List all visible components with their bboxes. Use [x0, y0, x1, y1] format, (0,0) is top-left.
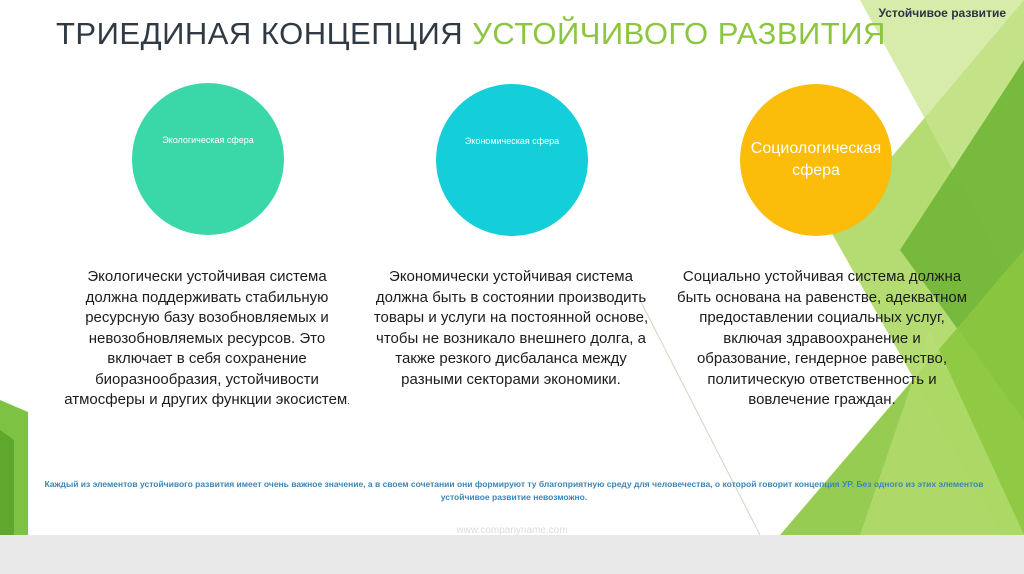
left-green-wedge-dark [0, 430, 14, 535]
footer-note: Каждый из элементов устойчивого развития имеет очень важное значение, а в своем сочетании они формируют ту благоприятную среду для человечества, о которой говорит концепция УР. Без одного из этих элементов устойчивое развитие невозможно. [44, 479, 984, 502]
title-main: ТРИЕДИНАЯ КОНЦЕПЦИЯ [56, 16, 473, 51]
circle-label-social: Социологическая сфера [750, 140, 882, 179]
social-description: Социально устойчивая система должна быть основана на равенстве, адекватном предоставлении социальных услуг, включая здравоохранение и образование, гендерное равенство, политическую ответственность и вовлечение граждан. [677, 268, 968, 408]
circle-label-ecological: Экологическая сфера [162, 135, 254, 145]
social-sphere-circle [740, 84, 892, 236]
watermark: www.companyname.com [456, 525, 568, 536]
circle-label-economic: Экономическая сфера [464, 136, 560, 146]
ecological-sphere-circle [132, 83, 284, 235]
ecological-text-tail: . [347, 396, 350, 406]
economic-sphere-circle [436, 84, 588, 236]
bottom-strip [0, 535, 1024, 574]
header-tag: Устойчивое развитие [878, 6, 1006, 20]
slide-title [56, 16, 886, 52]
ecological-text: Экологически устойчивая система должна поддерживать стабильную ресурсную базу возобновляемых и невозобновляемых ресурсов. Это включает в себя сохранение биоразнообразия, устойчивости атмосферы и других функции экосистем [64, 268, 348, 408]
ecological-description [62, 267, 352, 412]
title-accent: УСТОЙЧИВОГО РАЗВИТИЯ [472, 16, 886, 51]
economic-description: Экономически устойчивая система должна быть в состоянии производить товары и услуги на постоянной основе, чтобы не возникало внешнего долга, а также резкого дисбаланса между разными секторами экономики. [373, 268, 649, 388]
